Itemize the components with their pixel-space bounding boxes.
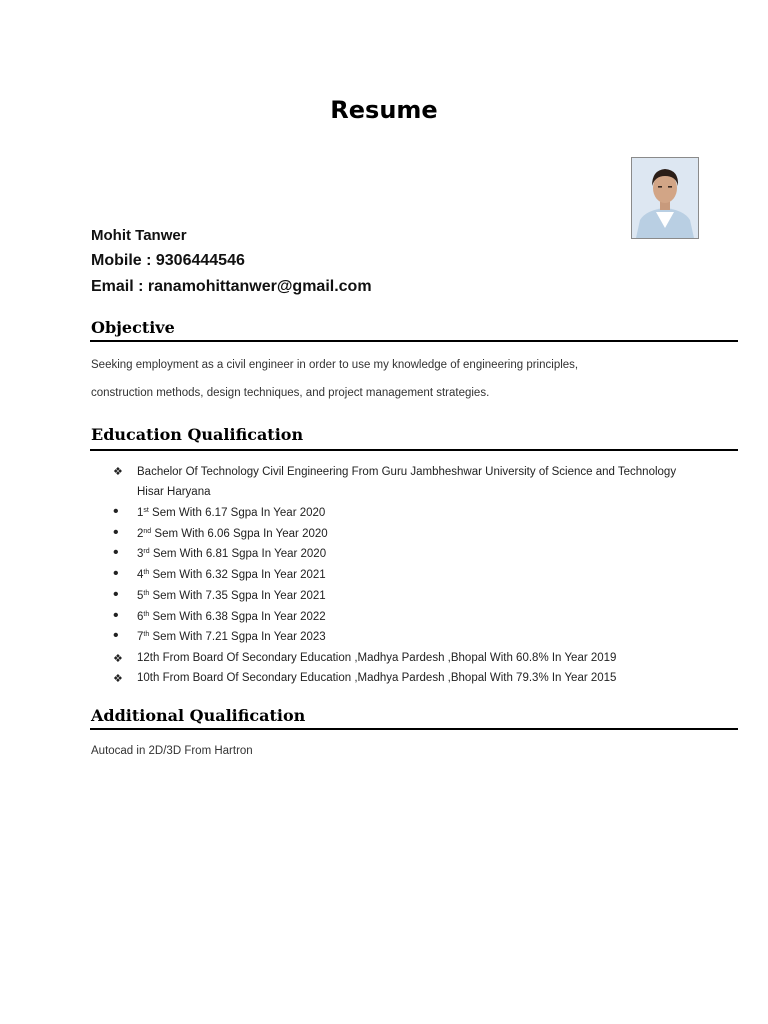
education-heading: Education Qualification — [91, 425, 304, 444]
semester-text: Sem With 7.35 Sgpa In Year 2021 — [149, 590, 326, 602]
semester-item — [137, 627, 697, 647]
bullet-dot-icon — [113, 564, 119, 584]
objective-heading: Objective — [91, 318, 175, 337]
education-divider — [90, 449, 738, 451]
bullet-dot-icon — [113, 523, 119, 543]
semester-number: 1 — [137, 507, 144, 519]
semester-ordinal: th — [143, 569, 150, 576]
semester-ordinal: rd — [143, 548, 150, 555]
semester-ordinal: th — [143, 631, 150, 638]
semester-number: 6 — [137, 611, 144, 623]
objective-line-2: construction methods, design techniques, and project management strategies. — [91, 387, 490, 399]
bullet-dot-icon — [113, 626, 119, 646]
bullet-dot-icon — [113, 502, 119, 522]
objective-divider — [90, 340, 738, 342]
semester-text: Sem With 6.06 Sgpa In Year 2020 — [151, 528, 328, 540]
semester-number: 2 — [137, 528, 144, 540]
semester-ordinal: nd — [143, 528, 152, 535]
semester-number: 4 — [137, 569, 144, 581]
diamond-bullet-icon — [113, 461, 123, 482]
page-title: Resume — [330, 96, 438, 124]
semester-ordinal: th — [143, 590, 150, 597]
semester-item — [137, 503, 697, 523]
semester-text: Sem With 7.21 Sgpa In Year 2023 — [149, 631, 326, 643]
contact-mobile: Mobile : 9306444546 — [91, 252, 245, 269]
semester-text: Sem With 6.38 Sgpa In Year 2022 — [149, 611, 326, 623]
bullet-dot-icon — [113, 606, 119, 626]
semester-text: Sem With 6.81 Sgpa In Year 2020 — [149, 548, 327, 560]
profile-photo — [631, 157, 699, 239]
contact-email: Email : ranamohittanwer@gmail.com — [91, 278, 372, 295]
semester-item — [137, 607, 697, 627]
bullet-dot-icon — [113, 585, 119, 605]
semester-number: 5 — [137, 590, 144, 602]
semester-item — [137, 586, 697, 606]
tenth-item: 10th From Board Of Secondary Education ,Madhya Pardesh ,Bhopal With 79.3% In Year 2015 — [137, 672, 617, 684]
objective-line-1: Seeking employment as a civil engineer in order to use my knowledge of engineering principles, — [91, 359, 579, 371]
semester-ordinal: th — [143, 611, 150, 618]
semester-item — [137, 565, 697, 585]
semester-ordinal: st — [143, 507, 149, 514]
diamond-bullet-icon — [113, 648, 123, 669]
twelfth-item: 12th From Board Of Secondary Education ,Madhya Pardesh ,Bhopal With 60.8% In Year 2019 — [137, 652, 617, 664]
semester-text: Sem With 6.17 Sgpa In Year 2020 — [148, 507, 326, 519]
degree-item: Bachelor Of Technology Civil Engineering From Guru Jambheshwar University of Science and Technology Hisar Haryana — [137, 466, 677, 498]
additional-text: Autocad in 2D/3D From Hartron — [91, 745, 253, 757]
semester-item — [137, 544, 697, 564]
additional-heading: Additional Qualification — [91, 706, 306, 725]
semester-number: 7 — [137, 631, 144, 643]
bullet-dot-icon — [113, 543, 119, 563]
semester-number: 3 — [137, 548, 144, 560]
semester-text: Sem With 6.32 Sgpa In Year 2021 — [149, 569, 326, 581]
diamond-bullet-icon — [113, 668, 123, 689]
additional-divider — [90, 728, 738, 730]
semester-item — [137, 524, 697, 544]
contact-name: Mohit Tanwer — [91, 227, 187, 244]
